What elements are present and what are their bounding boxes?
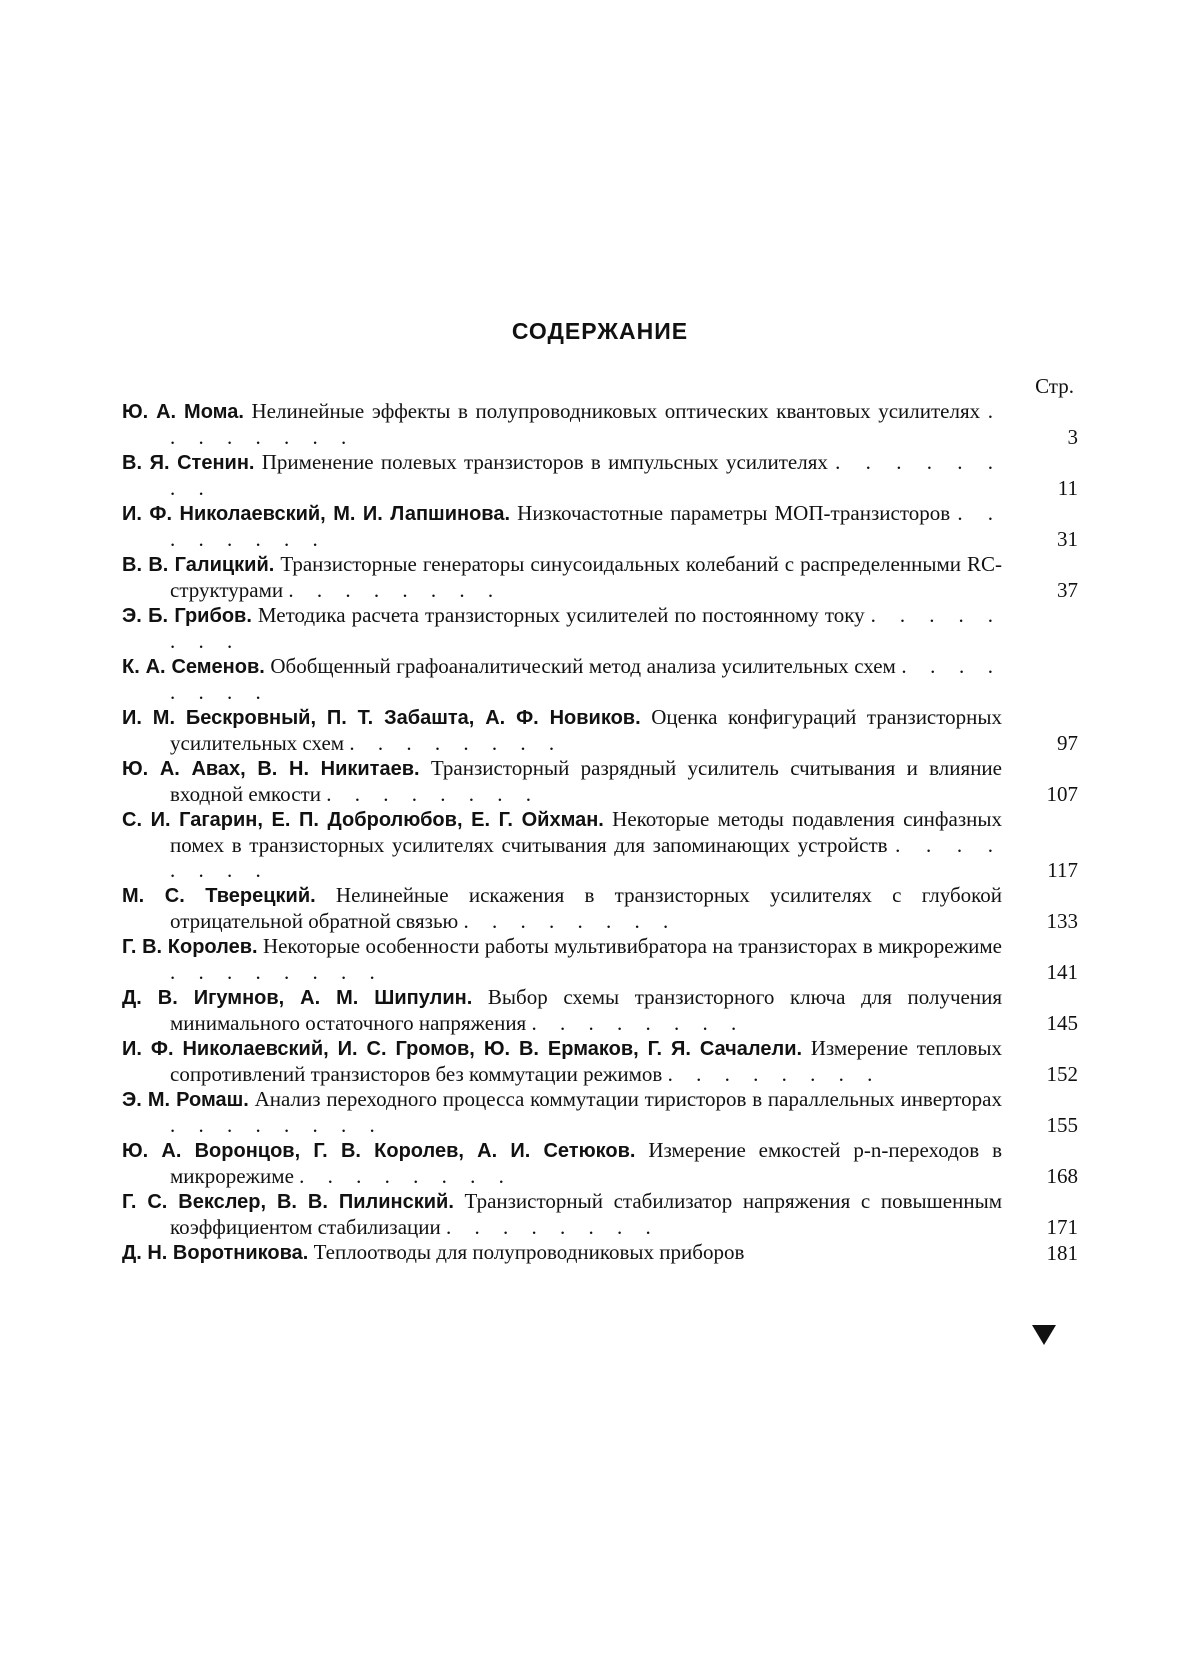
toc-authors: Э. М. Ромаш. [122,1089,249,1111]
toc-entry-text [122,883,1002,934]
toc-authors: Э. Б. Грибов. [122,605,252,627]
toc-page-number: 11 [1057,476,1078,500]
toc-entry[interactable] [122,603,1078,654]
table-of-contents [122,399,1078,1266]
toc-entry-text [122,756,1002,807]
toc-page-number: 133 [1046,909,1078,933]
toc-page-number: 141 [1046,960,1078,984]
toc-leader: . . . . . . . . [170,603,1003,653]
toc-entry-text [122,501,1002,552]
toc-leader: . . . . . . . . [170,960,384,984]
toc-authors: И. Ф. Николаевский, И. С. Громов, Ю. В. Ермаков, Г. Я. Сачалели. [122,1038,803,1060]
toc-title: Нелинейные эффекты в полупроводниковых оптических квантовых усилителях [243,399,988,423]
toc-entry-text [122,985,1002,1036]
down-triangle-icon[interactable] [1032,1325,1056,1345]
toc-entry[interactable] [122,450,1078,501]
toc-entry-text [122,1138,1002,1189]
toc-leader: . . . . . . . . [170,833,1002,882]
toc-entry[interactable] [122,399,1078,450]
toc-leader: . . . . . . . . [170,501,1002,551]
toc-entry[interactable] [122,1087,1078,1138]
toc-entry-text [122,934,1002,985]
toc-authors: Ю. А. Мома. [122,401,244,423]
toc-title: Транзисторные генераторы синусоидальных колебаний с распределенными RC-структурами [170,552,1002,602]
toc-entry[interactable] [122,934,1078,985]
toc-title: Выбор схемы транзисторного ключа для получения минимального остаточного напряжения [170,985,1002,1035]
toc-entry[interactable] [122,807,1078,883]
toc-title: Методика расчета транзисторных усилителей по постоянному току [251,603,871,627]
toc-title: Теплоотводы для полупроводниковых приборов [308,1240,745,1264]
toc-title: Измерение емкостей p-n-переходов в микрорежиме [170,1138,1003,1188]
toc-leader: . . . . . . . . [299,1164,513,1188]
toc-entry[interactable] [122,883,1078,934]
toc-authors: В. Я. Стенин. [122,452,255,474]
toc-entry[interactable] [122,756,1078,807]
toc-entry[interactable] [122,705,1078,756]
toc-authors: Д. В. Игумнов, А. М. Шипулин. [122,987,473,1009]
toc-leader: . . . . . . . . [667,1062,882,1086]
toc-leader: . . . . . . . . [445,1215,660,1239]
toc-entry-text [122,1036,1002,1087]
page-title: СОДЕРЖАНИЕ [511,318,689,344]
toc-entry-text [122,1189,1002,1240]
toc-page-number: 107 [1046,782,1078,806]
toc-leader: . . . . . . . . [349,731,564,755]
toc-page-number: 97 [1057,731,1078,755]
toc-title: Нелинейные искажения в транзисторных усилителях с глубокой отрицательной обратной связью [170,883,1002,933]
toc-entry-text [122,705,1002,756]
toc-page-number: 152 [1046,1062,1078,1086]
toc-entry[interactable] [122,985,1078,1036]
toc-page-number: 37 [1057,578,1078,602]
toc-title: Некоторые особенности работы мультивибратора на транзисторах в микрорежиме [257,934,1002,958]
toc-entry-text [122,450,1002,501]
toc-authors: М. С. Тверецкий. [122,885,316,907]
toc-leader: . . . . . . . . [288,578,503,602]
toc-entry[interactable] [122,1240,1078,1266]
toc-entry-text [122,399,1002,450]
toc-title: Анализ переходного процесса коммутации тиристоров в параллельных инверторах [248,1087,1002,1111]
toc-entry[interactable] [122,501,1078,552]
toc-entry[interactable] [122,1138,1078,1189]
toc-page-number: 31 [1057,527,1078,551]
toc-page-number: 3 [1067,425,1078,449]
toc-leader: . . . . . . . . [531,1011,746,1035]
toc-leader: . . . . . . . . [170,654,1003,704]
toc-page-number: 181 [1046,1241,1078,1265]
toc-title: Некоторые методы подавления синфазных помех в транзисторных усилителях считывания для запоминающих устройств [170,807,1002,857]
toc-title: Обобщенный графоаналитический метод анализа усилительных схем [264,654,902,678]
toc-entry[interactable] [122,1189,1078,1240]
page-column-label: Стр. [1035,374,1074,398]
toc-authors: Г. С. Векслер, В. В. Пилинский. [122,1191,454,1213]
toc-title: Транзисторный разрядный усилитель считывания и влияние входной емкости [170,756,1002,806]
toc-page-number: 168 [1046,1164,1078,1188]
toc-entry-text [122,1240,1002,1266]
toc-authors: В. В. Галицкий. [122,554,275,576]
toc-authors: Д. Н. Воротникова. [122,1242,309,1264]
toc-authors: И. М. Бескровный, П. Т. Забашта, А. Ф. Новиков. [122,707,641,729]
toc-entry-text [122,654,1002,705]
toc-authors: Г. В. Королев. [122,936,258,958]
toc-entry[interactable] [122,552,1078,603]
toc-entry-text [122,552,1002,603]
toc-page-number: 145 [1046,1011,1078,1035]
toc-title: Применение полевых транзисторов в импульсных усилителях [254,450,836,474]
toc-leader: . . . . . . . . [170,399,1003,449]
toc-entry-text [122,807,1002,883]
toc-entry-text [122,603,1002,654]
toc-title: Низкочастотные параметры МОП-транзисторов [510,501,958,525]
toc-authors: Ю. А. Авах, В. Н. Никитаев. [122,758,420,780]
toc-entry[interactable] [122,654,1078,705]
toc-entry-text [122,1087,1002,1138]
toc-leader: . . . . . . . . [463,909,678,933]
toc-leader: . . . . . . . . [326,782,540,806]
toc-title: Транзисторный стабилизатор напряжения с повышенным коэффициентом стабилизации [170,1189,1003,1239]
toc-page-number: 117 [1047,858,1078,882]
toc-title: Измерение тепловых сопротивлений транзисторов без коммутации режимов [170,1036,1002,1086]
toc-authors: Ю. А. Воронцов, Г. В. Королев, А. И. Сетюков. [122,1140,636,1162]
toc-leader: . . . . . . . . [170,1113,384,1137]
toc-authors: И. Ф. Николаевский, М. И. Лапшинова. [122,503,510,525]
toc-leader: . . . . . . . . [170,450,1003,500]
toc-title: Оценка конфигураций транзисторных усилительных схем [170,705,1003,755]
toc-page-number: 171 [1046,1215,1078,1239]
toc-page-number: 155 [1046,1113,1078,1137]
toc-entry[interactable] [122,1036,1078,1087]
toc-authors: К. А. Семенов. [122,656,265,678]
toc-authors: С. И. Гагарин, Е. П. Добролюбов, Е. Г. Ойхман. [122,809,604,831]
